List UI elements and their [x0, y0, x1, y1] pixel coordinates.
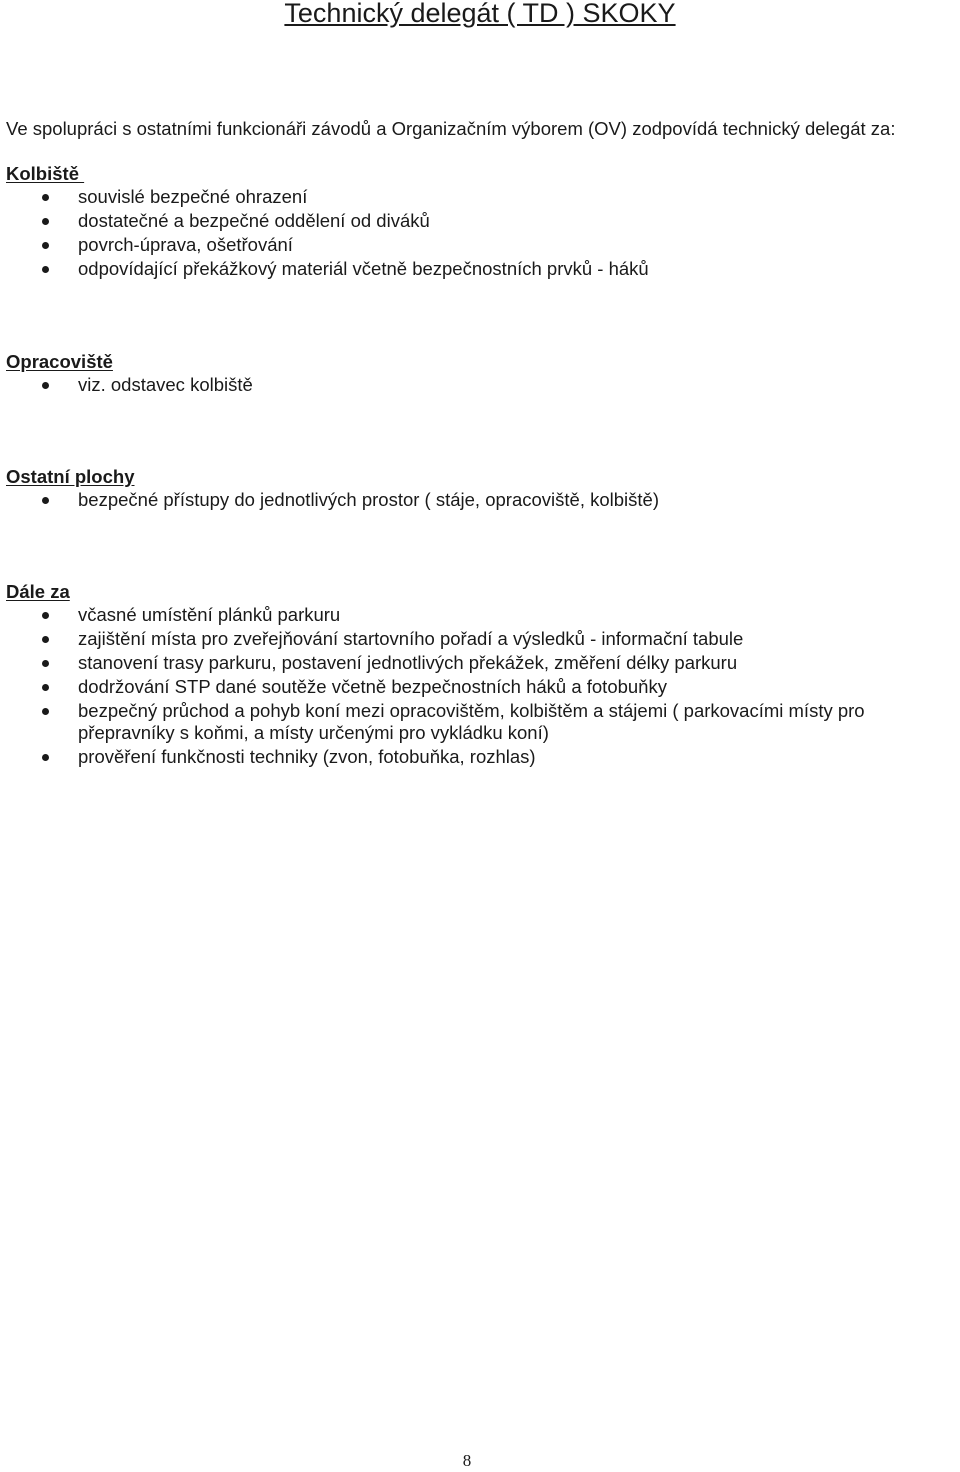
bullet-icon — [42, 660, 49, 667]
bullet-list — [6, 604, 946, 768]
list-item — [6, 652, 946, 674]
section-heading: Kolbiště — [6, 163, 85, 184]
section-opracoviste — [6, 350, 946, 398]
section-heading: Opracoviště — [6, 351, 113, 372]
section-heading: Ostatní plochy — [6, 466, 135, 487]
intro-paragraph: Ve spolupráci s ostatními funkcionáři závodů a Organizačním výborem (OV) zodpovídá technický delegát za: — [6, 118, 896, 139]
bullet-icon — [42, 708, 49, 715]
section-heading: Dále za — [6, 581, 70, 602]
list-item — [6, 676, 946, 698]
list-item-text: bezpečné přístupy do jednotlivých prostor ( stáje, opracoviště, kolbiště) — [78, 489, 659, 510]
list-item-text: prověření funkčnosti techniky (zvon, fotobuňka, rozhlas) — [78, 746, 536, 767]
list-item-text: dostatečné a bezpečné oddělení od diváků — [78, 210, 430, 231]
list-item-text: zajištění místa pro zveřejňování startovního pořadí a výsledků - informační tabule — [78, 628, 744, 649]
list-item — [6, 489, 946, 511]
list-item-text: stanovení trasy parkuru, postavení jednotlivých překážek, změření délky parkuru — [78, 652, 738, 673]
list-item — [6, 374, 946, 396]
bullet-icon — [42, 242, 49, 249]
page-number: 8 — [462, 1451, 472, 1470]
bullet-icon — [42, 754, 49, 761]
bullet-list — [6, 374, 946, 396]
list-item — [6, 628, 946, 650]
page-title: Technický delegát ( TD ) SKOKY — [284, 0, 676, 28]
bullet-icon — [42, 266, 49, 273]
bullet-icon — [42, 194, 49, 201]
list-item — [6, 604, 946, 626]
bullet-icon — [42, 612, 49, 619]
list-item-text: souvislé bezpečné ohrazení — [78, 186, 308, 207]
list-item-text: povrch-úprava, ošetřování — [78, 234, 293, 255]
bullet-icon — [42, 684, 49, 691]
list-item-text: viz. odstavec kolbiště — [78, 374, 253, 395]
list-item — [6, 186, 946, 208]
bullet-list — [6, 489, 946, 511]
bullet-icon — [42, 382, 49, 389]
bullet-icon — [42, 497, 49, 504]
list-item-text: dodržování STP dané soutěže včetně bezpečnostních háků a fotobuňky — [78, 676, 667, 697]
list-item — [6, 700, 946, 744]
list-item — [6, 234, 946, 256]
section-ostatni-plochy — [6, 465, 946, 513]
list-item-text: bezpečný průchod a pohyb koní mezi opracovištěm, kolbištěm a stájemi ( parkovacími místy pro přepravníky s koňmi, a místy určenými pro vykládku koní) — [78, 700, 865, 743]
bullet-list — [6, 186, 946, 280]
bullet-icon — [42, 636, 49, 643]
list-item — [6, 258, 946, 280]
list-item-text: včasné umístění plánků parkuru — [78, 604, 341, 625]
section-dale-za — [6, 580, 946, 770]
list-item — [6, 746, 946, 768]
section-kolbiste — [6, 162, 946, 282]
bullet-icon — [42, 218, 49, 225]
list-item — [6, 210, 946, 232]
list-item-text: odpovídající překážkový materiál včetně bezpečnostních prvků - háků — [78, 258, 649, 279]
